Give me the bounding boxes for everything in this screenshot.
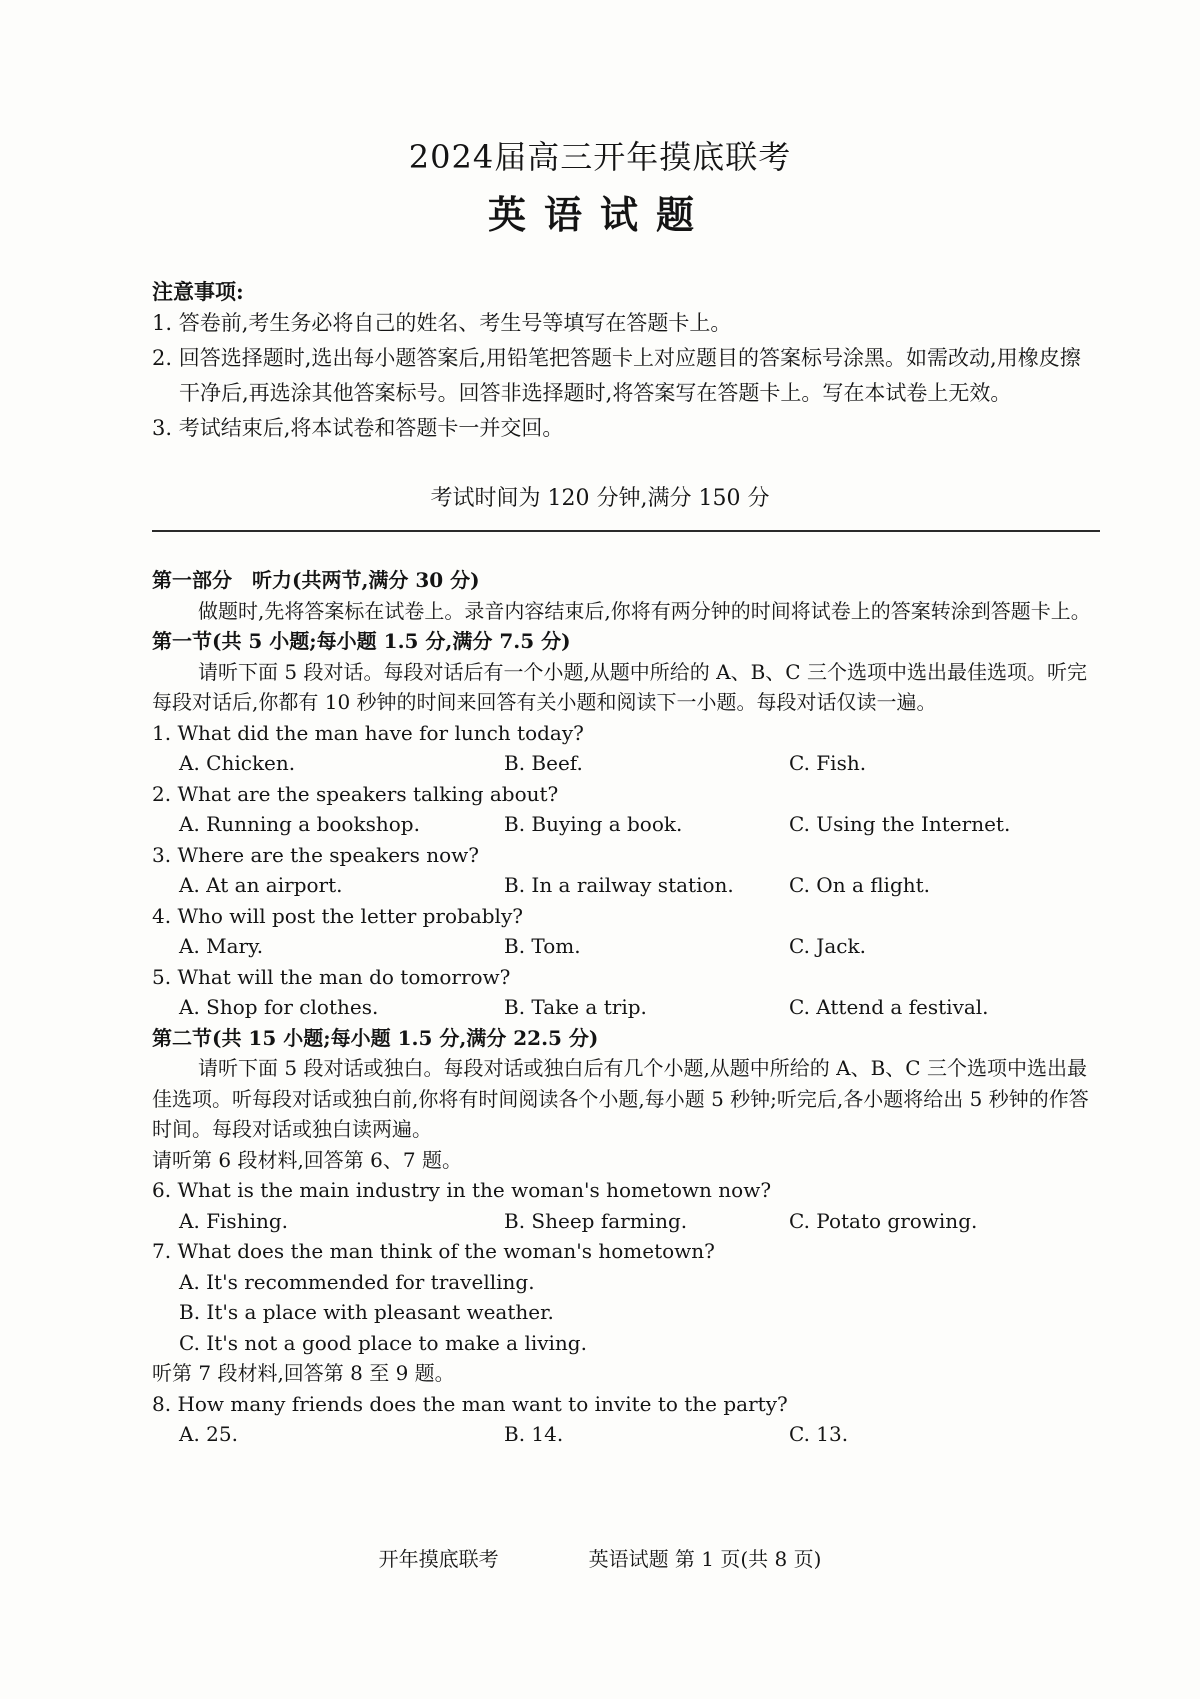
question-block	[152, 901, 1100, 962]
options-row	[152, 931, 1100, 962]
exam-time: 考试时间为 120 分钟,满分 150 分	[430, 486, 770, 511]
question-block	[152, 1389, 1100, 1450]
part1-heading: 第一部分 听力(共两节,满分 30 分)	[152, 568, 480, 592]
option-a: A. 25.	[179, 1422, 238, 1446]
section2-instructions: 请听下面 5 段对话或独白。每段对话或独白后有几个小题,从题中所给的 A、B、C 三个选项中选出最佳选项。听每段对话或独白前,你将有时间阅读各个小题,每小题 5 秒钟;听完后,各小题将给出 5 秒钟的作答时间。每段对话或独白读两遍。	[152, 1056, 1089, 1141]
option-c: C. Potato growing.	[789, 1208, 978, 1233]
option-b: B. Sheep farming.	[504, 1208, 688, 1233]
section1-heading: 第一节(共 5 小题;每小题 1.5 分,满分 7.5 分)	[152, 629, 571, 653]
question-block	[152, 1175, 1100, 1236]
note-item: 2. 回答选择题时,选出每小题答案后,用铅笔把答题卡上对应题目的答案标号涂黑。如需改动,用橡皮擦干净后,再选涂其他答案标号。回答非选择题时,将答案写在答题卡上。写在本试卷上无效。	[152, 346, 1081, 405]
question-text: 5. What will the man do tomorrow?	[152, 964, 511, 989]
question-text: 1. What did the man have for lunch today?	[152, 720, 584, 745]
note-item: 3. 考试结束后,将本试卷和答题卡一并交回。	[152, 416, 564, 440]
option-a: A. It's recommended for travelling.	[179, 1269, 535, 1294]
page-footer	[0, 1543, 1200, 1572]
question-block	[152, 718, 1100, 779]
options-row	[152, 748, 1100, 779]
option-c: C. Using the Internet.	[789, 812, 1011, 836]
option-b: B. In a railway station.	[504, 873, 734, 897]
option-b: B. It's a place with pleasant weather.	[179, 1300, 554, 1324]
option-a: A. Running a bookshop.	[179, 812, 420, 836]
option-a: A. Shop for clothes.	[179, 995, 379, 1019]
footer-page-info: 英语试题 第 1 页(共 8 页)	[588, 1547, 822, 1571]
section2-heading: 第二节(共 15 小题;每小题 1.5 分,满分 22.5 分)	[152, 1025, 599, 1050]
options-row	[152, 1206, 1100, 1237]
options-row	[152, 809, 1100, 840]
question-text: 7. What does the man think of the woman's hometown?	[152, 1239, 715, 1263]
option-b: B. Beef.	[504, 751, 583, 775]
question-text: 6. What is the main industry in the woman's hometown now?	[152, 1178, 772, 1202]
footer-exam-name: 开年摸底联考	[378, 1547, 499, 1571]
question-block	[152, 962, 1100, 1023]
option-a: A. Mary.	[179, 934, 264, 958]
option-a: A. Fishing.	[179, 1208, 289, 1233]
divider	[152, 530, 1100, 532]
option-c: C. It's not a good place to make a living.	[179, 1330, 587, 1355]
question-block	[152, 1236, 1100, 1358]
option-a: A. Chicken.	[179, 751, 296, 775]
material-label: 听第 7 段材料,回答第 8 至 9 题。	[152, 1361, 455, 1385]
question-text: 2. What are the speakers talking about?	[152, 781, 559, 806]
question-text: 3. Where are the speakers now?	[152, 842, 479, 867]
option-b: B. Take a trip.	[504, 995, 647, 1019]
note-item: 1. 答卷前,考生务必将自己的姓名、考生号等填写在答题卡上。	[152, 311, 732, 335]
option-c: C. Attend a festival.	[789, 995, 989, 1019]
option-c: C. On a flight.	[789, 873, 931, 897]
subject-title: 英语试题	[487, 192, 712, 237]
question-text: 8. How many friends does the man want to invite to the party?	[152, 1391, 788, 1416]
option-c: C. 13.	[789, 1422, 849, 1446]
section1-instructions: 请听下面 5 段对话。每段对话后有一个小题,从题中所给的 A、B、C 三个选项中选出最佳选项。听完每段对话后,你都有 10 秒钟的时间来回答有关小题和阅读下一小题。每段对话仅读一遍。	[152, 659, 1087, 714]
question-block	[152, 840, 1100, 901]
exam-title: 2024届高三开年摸底联考	[408, 138, 792, 176]
question-text: 4. Who will post the letter probably?	[152, 903, 523, 928]
option-c: C. Jack.	[789, 934, 866, 958]
notes-heading: 注意事项:	[152, 279, 244, 304]
question-block	[152, 779, 1100, 840]
notes-list	[152, 306, 1100, 446]
option-b: B. Tom.	[504, 934, 581, 958]
options-row	[152, 1419, 1100, 1450]
listening-part	[152, 565, 1100, 1450]
material-label: 请听第 6 段材料,回答第 6、7 题。	[152, 1147, 462, 1172]
option-a: A. At an airport.	[179, 873, 343, 897]
options-row	[152, 992, 1100, 1023]
option-c: C. Fish.	[789, 751, 867, 775]
options-row	[152, 870, 1100, 901]
part1-intro: 做题时,先将答案标在试卷上。录音内容结束后,你将有两分钟的时间将试卷上的答案转涂到答题卡上。	[198, 598, 1091, 623]
option-b: B. 14.	[504, 1422, 564, 1446]
option-b: B. Buying a book.	[504, 812, 683, 836]
